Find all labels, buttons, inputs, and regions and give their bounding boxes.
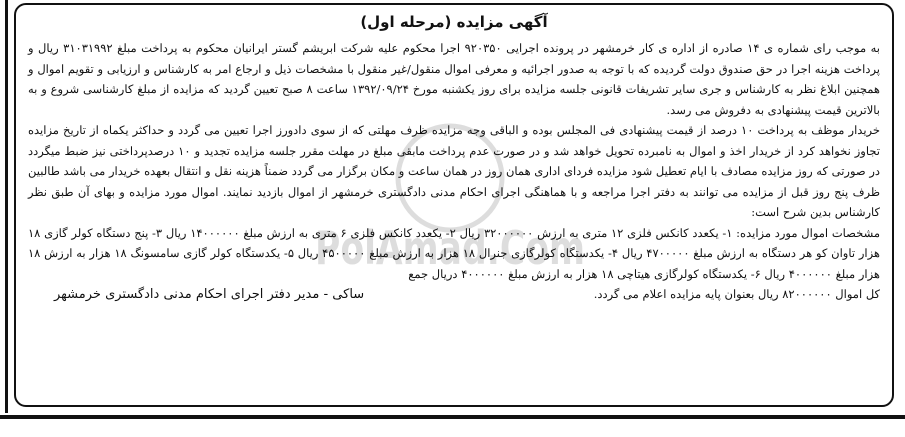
notice-body xyxy=(28,38,880,306)
bottom-border-line xyxy=(0,415,905,419)
left-border-line xyxy=(5,0,8,413)
notice-signature: ساکی - مدیر دفتر اجرای احکام مدنی دادگستری خرمشهر xyxy=(54,287,365,302)
notice-closing-line xyxy=(28,284,880,306)
notice-title: آگهی مزایده (مرحله اول) xyxy=(360,13,548,31)
auction-notice-frame xyxy=(14,3,894,407)
notice-paragraph-terms: خریدار موظف به پرداخت ۱۰ درصد از قیمت پیشنهادی فی المجلس بوده و الباقی وجه مزایده ظرف مهلتی که از سوی دادورز اجرا تعیین می گردد و حداکثر یکماه از تاریخ مزایده تجاوز نخواهد کرد از خریدار اخذ و اموال به نامبرده تحویل خواهد شد و در صورت عدم پرداخت مابقی مبلغ در مهلت مقرر جلسه مزایده تجدید و ۱۰ درصدپرداختی نیز ضبط میگردد در صورتی که روز مزایده مصادف با ایام تعطیل شود مزایده فردای اداری همان روز در همان ساعت و مکان برگزار می گردد ضمناً هزینه نقل و انتقال بعهده خریدار می باشد طالبین ظرف پنج روز قبل از مزایده می توانند به دفتر اجرا مراجعه و با هماهنگی اجرای احکام مدنی دادگستری خرمشهر از اموال بازدید نمایند. اموال مورد مزایده و بهای آن طبق نظر کارشناس بدین شرح است: xyxy=(28,123,880,219)
notice-paragraph-ruling: به موجب رای شماره ی ۱۴ صادره از اداره ی کار خرمشهر در پرونده اجرایی ۹۲۰۳۵۰ اجرا محکوم علیه شرکت ابریشم گستر ایرانیان محکوم به پرداخت مبلغ ۳۱۰۳۱۹۹۲ ریال و پرداخت هزینه اجرا در حق صندوق دولت گردیده که با توجه به صدور اجرائیه و معرفی اموال منقول/غیر منقول با مشخصات ذیل و ارجاع امر به کارشناس و ارزیابی و تقویم اموال و همچنین ابلاغ نظر به کارشناس و جری سایر تشریفات قانونی جلسه مزایده برای روز یکشنبه مورخ ۱۳۹۲/۰۹/۲۴ ساعت ۸ صبح تعیین گردید که مزایده از مبلغ کارشناسی شروع و به بالاترین قیمت پیشنهادی به دفروش می رسد. xyxy=(28,41,880,117)
notice-paragraph-items: مشخصات اموال مورد مزایده: ۱- یکعدد کانکس فلزی ۱۲ متری به ارزش ۳۲۰۰۰۰۰۰ ریال ۲- یکعدد کانکس فلزی ۶ متری به ارزش مبلغ ۱۴۰۰۰۰۰۰ ریال ۳- پنج دستگاه کولر گازی ۱۸ هزار تاوان کو هر دستگاه به ارزش مبلغ ۴۷۰۰۰۰۰ ریال ۴- یکدستگاه کولرگازی جنرال ۱۸ هزار به ارزش مبلغ ۴۵۰۰۰۰۰ ریال ۵- یکدستگاه کولر گازی سامسونگ ۱۸ هزار به ارزش ۱۸ هزار مبلغ ۴۰۰۰۰۰۰ ریال ۶- یکدستگاه کولرگازی هیتاچی ۱۸ هزار به ارزش مبلغ ۴۰۰۰۰۰۰ دریال جمع xyxy=(28,225,880,281)
notice-total-value: کل اموال ۸۲۰۰۰۰۰۰ ریال بعنوان پایه مزایده اعلام می گردد. xyxy=(593,287,880,301)
watermark-text: PolAmad.Com xyxy=(315,221,585,275)
